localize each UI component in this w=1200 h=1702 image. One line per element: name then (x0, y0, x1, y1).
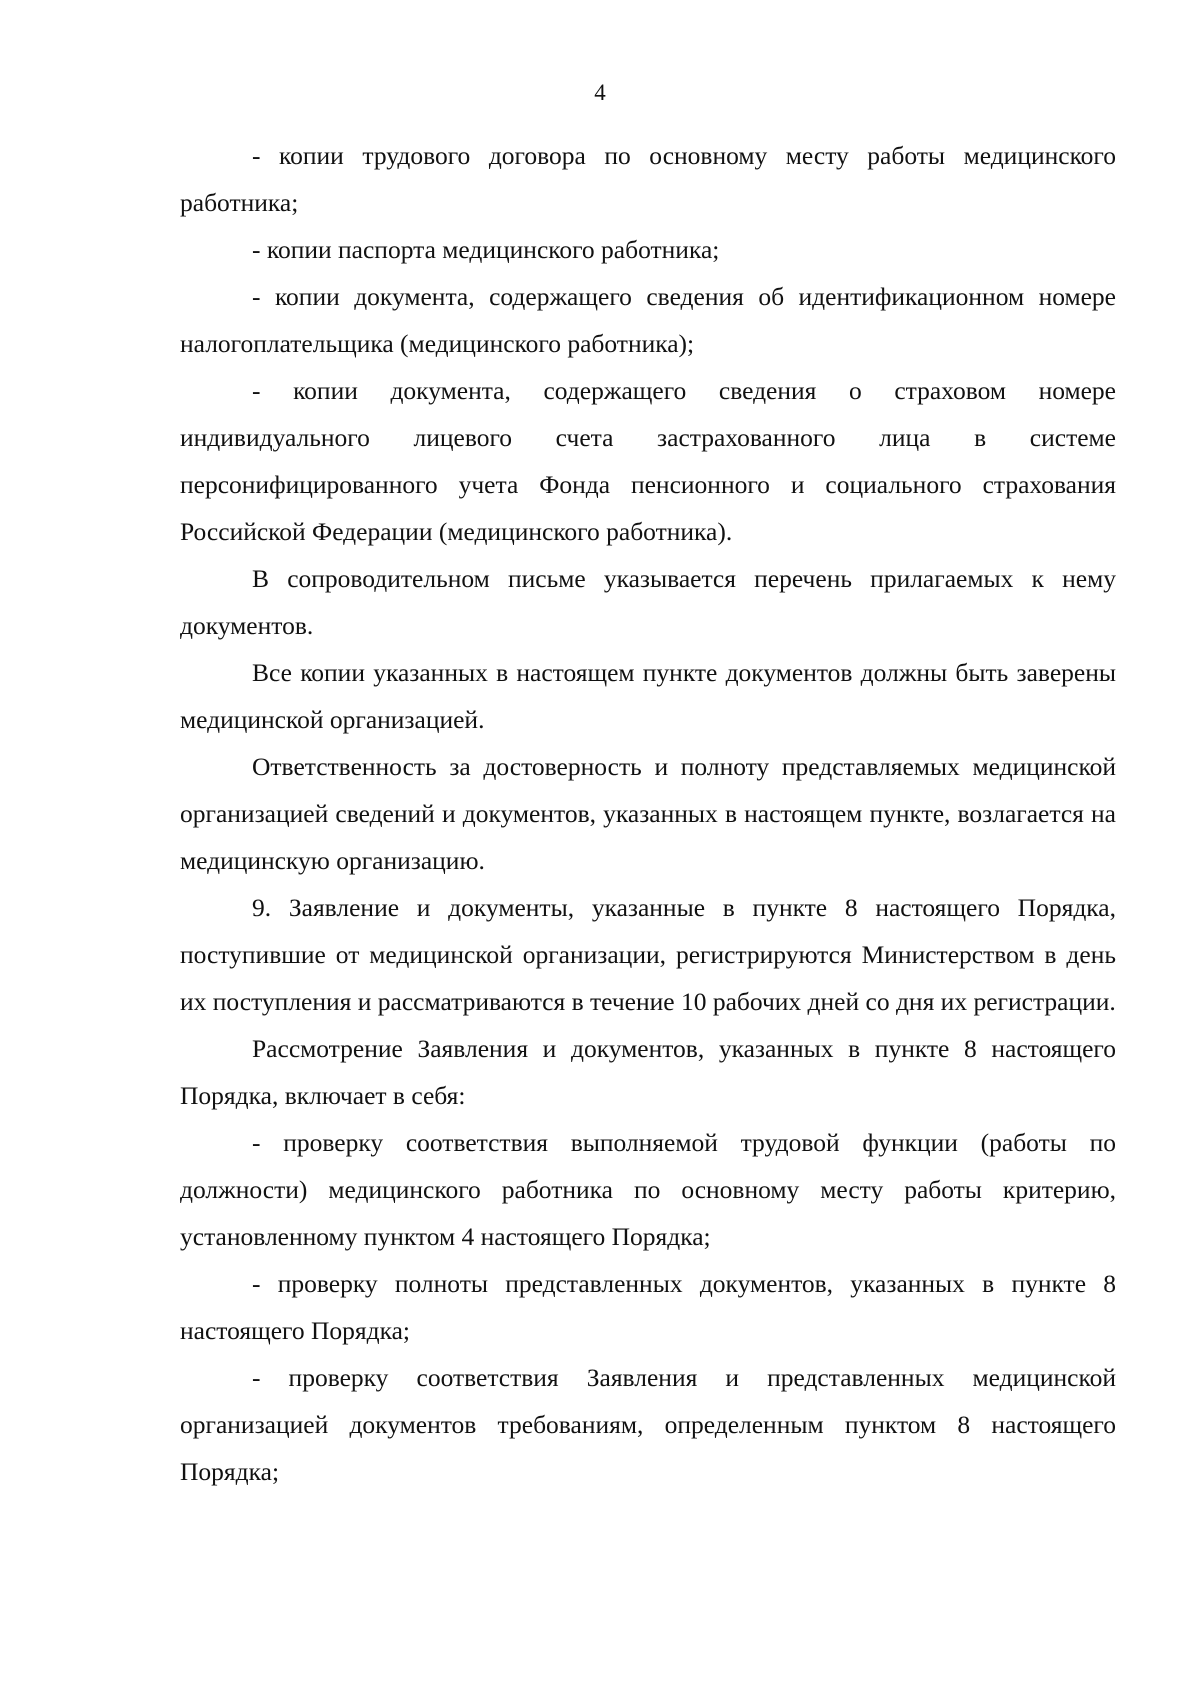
paragraph: - копии паспорта медицинского работника; (252, 235, 720, 264)
page-number: 4 (594, 80, 606, 105)
document-body (180, 132, 1116, 1495)
paragraph: - проверку полноты представленных документов, указанных в пункте 8 настоящего Порядка; (180, 1269, 1116, 1345)
paragraph: Все копии указанных в настоящем пункте документов должны быть заверены медицинской организацией. (180, 658, 1116, 734)
paragraph: - проверку соответствия выполняемой трудовой функции (работы по должности) медицинского работника по основному месту работы критерию, установленному пунктом 4 настоящего Порядка; (180, 1128, 1116, 1251)
paragraph: - копии документа, содержащего сведения о страховом номере индивидуального лицевого счета застрахованного лица в системе персонифицированного учета Фонда пенсионного и социального страхования Российской Федерации (медицинского работника). (180, 376, 1116, 546)
paragraph: - проверку соответствия Заявления и представленных медицинской организацией документов требованиям, определенным пунктом 8 настоящего Порядка; (180, 1363, 1116, 1486)
paragraph: - копии трудового договора по основному месту работы медицинского работника; (180, 141, 1116, 217)
paragraph: В сопроводительном письме указывается перечень прилагаемых к нему документов. (180, 564, 1116, 640)
paragraph: Ответственность за достоверность и полноту представляемых медицинской организацией сведений и документов, указанных в настоящем пункте, возлагается на медицинскую организацию. (180, 752, 1116, 875)
paragraph: 9. Заявление и документы, указанные в пункте 8 настоящего Порядка, поступившие от медицинской организации, регистрируются Министерством в день их поступления и рассматриваются в течение 10 рабочих дней со дня их регистрации. (180, 893, 1116, 1016)
paragraph: - копии документа, содержащего сведения об идентификационном номере налогоплательщика (медицинского работника); (180, 282, 1116, 358)
paragraph: Рассмотрение Заявления и документов, указанных в пункте 8 настоящего Порядка, включает в себя: (180, 1034, 1116, 1110)
